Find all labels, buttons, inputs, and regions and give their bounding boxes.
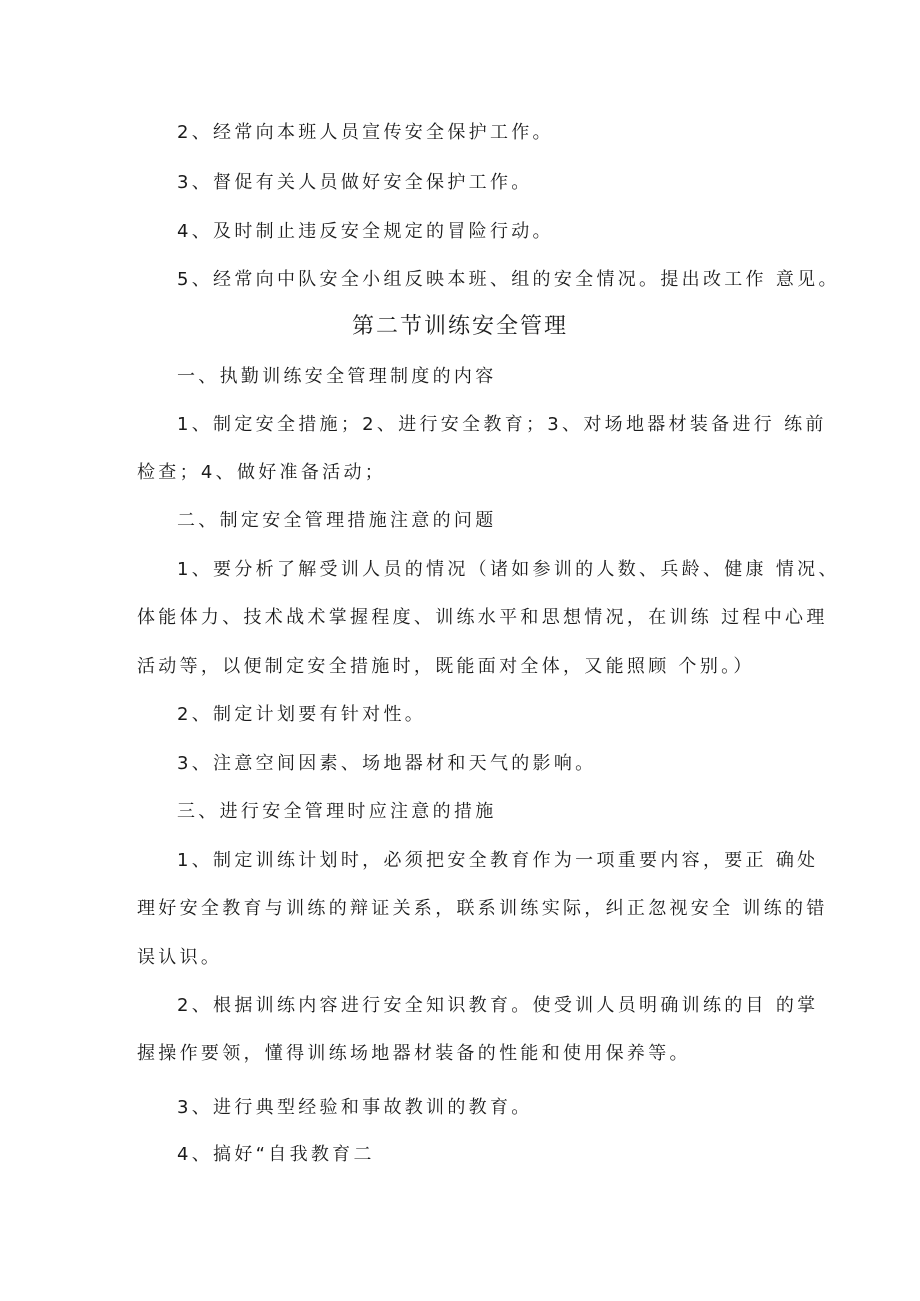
paragraph-line: 1、制定安全措施；2、进行安全教育；3、对场地器材装备进行 练前	[177, 414, 827, 435]
paragraph-line: 握操作要领，懂得训练场地器材装备的性能和使用保养等。	[137, 1043, 691, 1064]
paragraph-line: 误认识。	[137, 947, 223, 968]
list-item: 3、督促有关人员做好安全保护工作。	[177, 172, 533, 193]
paragraph-line: 活动等，以便制定安全措施时，既能面对全体，又能照顾 个别。）	[137, 656, 755, 677]
part-heading: 三、进行安全管理时应注意的措施	[177, 801, 497, 822]
list-item: 2、制定计划要有针对性。	[177, 704, 427, 725]
paragraph-line: 2、根据训练内容进行安全知识教育。使受训人员明确训练的目 的掌	[177, 995, 819, 1016]
list-item: 2、经常向本班人员宣传安全保护工作。	[177, 122, 554, 143]
list-item: 3、进行典型经验和事故教训的教育。	[177, 1097, 533, 1118]
part-heading: 二、制定安全管理措施注意的问题	[177, 510, 497, 531]
list-item: 4、搞好“自我教育二	[177, 1144, 375, 1165]
list-item: 5、经常向中队安全小组反映本班、组的安全情况。提出改工作 意见。	[177, 269, 840, 290]
list-item: 3、注意空间因素、场地器材和天气的影响。	[177, 753, 597, 774]
list-item: 4、及时制止违反安全规定的冒险行动。	[177, 221, 554, 242]
part-heading: 一、执勤训练安全管理制度的内容	[177, 366, 497, 387]
paragraph-line: 1、制定训练计划时，必须把安全教育作为一项重要内容，要正 确处	[177, 850, 819, 871]
paragraph-line: 理好安全教育与训练的辩证关系，联系训练实际，纠正忽视安全 训练的错	[137, 898, 828, 919]
paragraph-line: 体能体力、技术战术掌握程度、训练水平和思想情况，在训练 过程中心理	[137, 607, 828, 628]
section-title: 第二节训练安全管理	[351, 314, 568, 339]
paragraph-line: 1、要分析了解受训人员的情况（诸如参训的人数、兵龄、健康 情况、	[177, 559, 840, 580]
paragraph-line: 检查；4、做好准备活动；	[137, 462, 387, 483]
